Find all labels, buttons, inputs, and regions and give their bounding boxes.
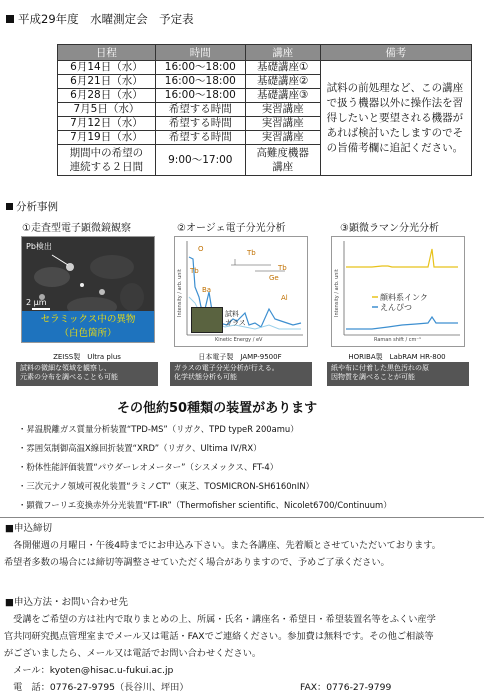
contact-heading: ■申込方法・お問い合わせ先 [5, 597, 128, 608]
raman-ylabel: Intensity / arb. unit [334, 269, 340, 317]
course-cell: 高難度機器 講座 [245, 145, 320, 176]
header-note: 備考 [320, 45, 471, 61]
auger-xlabel: Kinetic Energy / eV [215, 337, 263, 343]
sem-model: ZEISS製 Ultra plus [53, 353, 121, 361]
auger-description: ガラスの電子分光分析が行える。 化学状態分析も可能 [170, 362, 312, 386]
time-cell: 16:00〜18:00 [155, 89, 245, 103]
table-header-row [58, 45, 472, 61]
tb-label-3: Tb [278, 264, 287, 272]
contact-fax: FAX：0776-27-9799 [300, 682, 392, 693]
device-item: ・昇温脱離ガス質量分析装置“TPD-MS”（リガク、TPD typeR 200amu） [18, 424, 299, 434]
section-divider [0, 517, 484, 518]
header-date: 日程 [58, 45, 156, 61]
date-cell: 7月5日（水） [58, 103, 156, 117]
date-cell: 7月19日（水） [58, 131, 156, 145]
device-item: ・粉体性能評価装置“パウダーレオメーター”（シスメックス、FT-4） [18, 462, 279, 472]
raman-model: HORIBA製 LabRAM HR-800 [348, 353, 446, 361]
time-cell: 16:00〜18:00 [155, 61, 245, 75]
date-cell: 7月12日（水） [58, 117, 156, 131]
time-cell: 希望する時間 [155, 117, 245, 131]
auger-spectrum [174, 236, 308, 347]
table-row [58, 61, 472, 75]
deadline-text-line1: 各開催週の月曜日・午後4時までにお申込み下さい。また各講座、先着順とさせていただいております。 [4, 540, 441, 551]
course-cell: 実習講座 [245, 103, 320, 117]
ge-label: Ge [269, 274, 279, 282]
al-label: Al [281, 294, 288, 302]
device-item: ・顕微フーリエ変換赤外分光装置“FT-IR”（Thermofisher scientific、Nicolet6700/Continuum） [18, 500, 392, 510]
auger-model: 日本電子製 JAMP-9500F [198, 353, 282, 361]
schedule-table [57, 44, 472, 176]
header-time: 時間 [155, 45, 245, 61]
analysis-heading: 分析事例 [6, 199, 58, 214]
glass-sample-photo [191, 307, 223, 333]
deadline-text-line2: 希望者多数の場合には締切等調整させていただく場合がありますので、予めご了承ください。 [4, 557, 390, 568]
time-cell: 16:00〜18:00 [155, 75, 245, 89]
contact-text-line2: 官共同研究拠点管理室までメール又は電話・FAXでご連絡ください。参加費は無料です。その他ご相談等 [4, 631, 434, 642]
contact-text-line1: 受講をご希望の方は社内で取りまとめの上、所属・氏名・講座名・希望日・希望装置名等をふくい産学 [4, 614, 436, 625]
contact-email[interactable]: メール：kyoten@hisac.u-fukui.ac.jp [4, 665, 174, 676]
raman-spectrum [331, 236, 465, 347]
course-cell: 基礎講座① [245, 61, 320, 75]
pb-label: Pb検出 [26, 242, 52, 251]
o-label: O [198, 245, 204, 253]
note-cell: 試料の前処理など、この講座で扱う機器以外に操作法を習得したいと要望される機器があれば検討いたしますのでその旨備考欄に追記ください。 [320, 61, 471, 176]
tb-label-1: Tb [190, 267, 199, 275]
sem-image [21, 236, 155, 343]
sem-highlight-box: セラミックス中の異物 （白色箇所） [22, 311, 154, 343]
scale-label: 2 μm [26, 298, 47, 307]
panel-caption-sem: ①走査型電子顕微鏡観察 [22, 223, 131, 234]
device-item: ・三次元ナノ領域可視化装置“ラミノCT”（東芝、TOSMICRON-SH6160nIN） [18, 481, 314, 491]
page-title: 平成29年度 水曜測定会 予定表 [6, 11, 194, 27]
course-cell: 基礎講座② [245, 75, 320, 89]
date-cell: 期間中の希望の 連続する２日間 [58, 145, 156, 176]
bullet-square-icon [6, 203, 13, 210]
contact-phone: 電 話：0776-27-9795（長谷川、坪田） [4, 682, 189, 693]
device-item: ・雰囲気制御高温X線回折装置“XRD”（リガク、Ultima IV/RX） [18, 443, 262, 453]
course-cell: 実習講座 [245, 131, 320, 145]
ba-label: Ba [202, 286, 212, 294]
legend-pencil: えんぴつ [380, 303, 412, 312]
date-cell: 6月21日（水） [58, 75, 156, 89]
date-cell: 6月14日（水） [58, 61, 156, 75]
deadline-heading: ■申込締切 [5, 523, 52, 534]
sample-label: 試料 ガラス [225, 310, 246, 327]
raman-xlabel: Raman shift / cm⁻¹ [374, 337, 422, 343]
panel-caption-auger: ②オージェ電子分光分析 [177, 223, 286, 234]
course-cell: 実習講座 [245, 117, 320, 131]
course-cell: 基礎講座③ [245, 89, 320, 103]
date-cell: 6月28日（水） [58, 89, 156, 103]
header-course: 講座 [245, 45, 320, 61]
time-cell: 希望する時間 [155, 131, 245, 145]
raman-description: 紙や布に付着した黒色汚れの原 因物質を調べることが可能 [327, 362, 469, 386]
auger-ylabel: Intensity / arb. unit [177, 269, 183, 317]
time-cell: 9:00〜17:00 [155, 145, 245, 176]
panel-caption-raman: ③顕微ラマン分光分析 [340, 223, 439, 234]
contact-text-line3: がございましたら、メール又は電話でお問い合わせください。 [4, 648, 262, 659]
legend-ink: 顔料系インク [380, 293, 428, 302]
bullet-square-icon [6, 15, 14, 23]
tb-label-2: Tb [247, 249, 256, 257]
devices-heading: その他約50種類の装置があります [117, 401, 318, 416]
time-cell: 希望する時間 [155, 103, 245, 117]
sem-description: 試料の微細な領域を観察し、 元素の分布を調べることも可能 [16, 362, 158, 386]
